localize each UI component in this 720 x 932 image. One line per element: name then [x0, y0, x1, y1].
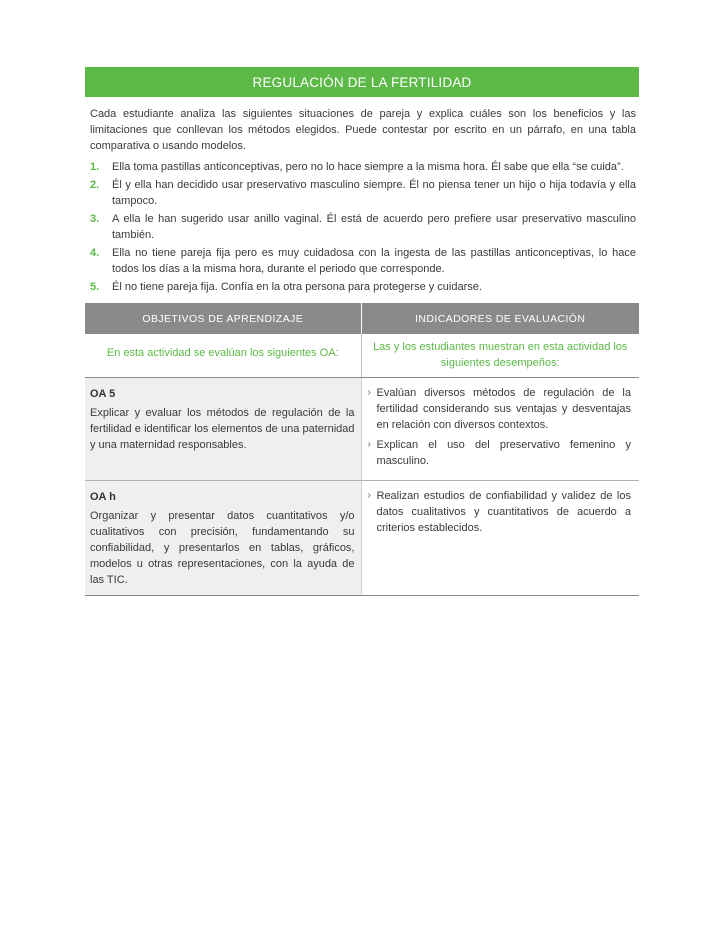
indicator-text: Evalúan diversos métodos de regulación de la fertilidad considerando sus ventajas y desventajas en relación con diversos contextos. [376, 387, 631, 431]
objective-cell [85, 378, 361, 481]
subheader-objectives: En esta actividad se evalúan los siguientes OA: [85, 334, 361, 378]
table-subheader-row [85, 334, 639, 378]
indicators-cell [361, 481, 639, 596]
indicator-item [368, 488, 632, 536]
objective-description: Explicar y evaluar los métodos de regulación de la fertilidad e identificar los elementos de una paternidad y una maternidad responsables. [90, 407, 355, 451]
section-title: REGULACIÓN DE LA FERTILIDAD [252, 74, 472, 90]
chevron-right-icon: › [367, 490, 371, 501]
chevron-right-icon: › [367, 439, 371, 450]
item-text: A ella le han sugerido usar anillo vaginal. Él está de acuerdo pero prefiere usar preservativo masculino también. [112, 213, 636, 241]
table-header-row [85, 303, 639, 334]
list-item [85, 245, 639, 277]
chevron-right-icon: › [367, 387, 371, 398]
situations-list [85, 159, 639, 295]
item-number: 4. [90, 247, 100, 259]
page-content [85, 67, 639, 596]
subheader-indicators: Las y los estudiantes muestran en esta actividad los siguientes desempeños: [361, 334, 639, 378]
indicator-text: Realizan estudios de confiabilidad y validez de los datos cualitativos y cuantitativos de acuerdo a criterios establecidos. [376, 490, 631, 534]
header-indicators: INDICADORES DE EVALUACIÓN [361, 303, 639, 334]
intro-paragraph: Cada estudiante analiza las siguientes situaciones de pareja y explica cuáles son los beneficios y las limitaciones que conllevan los métodos elegidos. Puede contestar por escrito en un párrafo, en una tabla comparativa o usando modelos. [90, 108, 636, 152]
list-item [85, 211, 639, 243]
assessment-table [85, 303, 639, 596]
item-text: Ella no tiene pareja fija pero es muy cuidadosa con la ingesta de las pastillas anticonceptivas, lo hace todos los días a la misma hora, durante el periodo que corresponde. [112, 247, 636, 275]
table-row [85, 481, 639, 596]
list-item [85, 159, 639, 175]
indicator-text: Explican el uso del preservativo femenino y masculino. [376, 439, 631, 467]
section-title-banner [85, 67, 639, 97]
item-number: 3. [90, 213, 100, 225]
table-row [85, 378, 639, 481]
objective-code: OA h [90, 491, 116, 503]
list-item [85, 177, 639, 209]
objective-cell [85, 481, 361, 596]
item-text: Él no tiene pareja fija. Confía en la otra persona para protegerse y cuidarse. [112, 281, 482, 293]
item-text: Ella toma pastillas anticonceptivas, pero no lo hace siempre a la misma hora. Él sabe que ella “se cuida”. [112, 161, 624, 173]
item-number: 5. [90, 281, 100, 293]
item-text: Él y ella han decidido usar preservativo masculino siempre. Él no piensa tener un hijo o hija todavía y ella tampoco. [112, 179, 636, 207]
indicators-cell [361, 378, 639, 481]
header-objectives: OBJETIVOS DE APRENDIZAJE [85, 303, 361, 334]
list-item [85, 279, 639, 295]
item-number: 2. [90, 179, 100, 191]
objective-code: OA 5 [90, 388, 116, 400]
item-number: 1. [90, 161, 100, 173]
indicator-item [368, 437, 632, 469]
indicator-item [368, 385, 632, 433]
objective-description: Organizar y presentar datos cuantitativos y/o cualitativos con precisión, fundamentando su confiabilidad, y presentarlos en tablas, gráficos, modelos u otras representaciones, con la ayuda de las TIC. [90, 510, 355, 586]
